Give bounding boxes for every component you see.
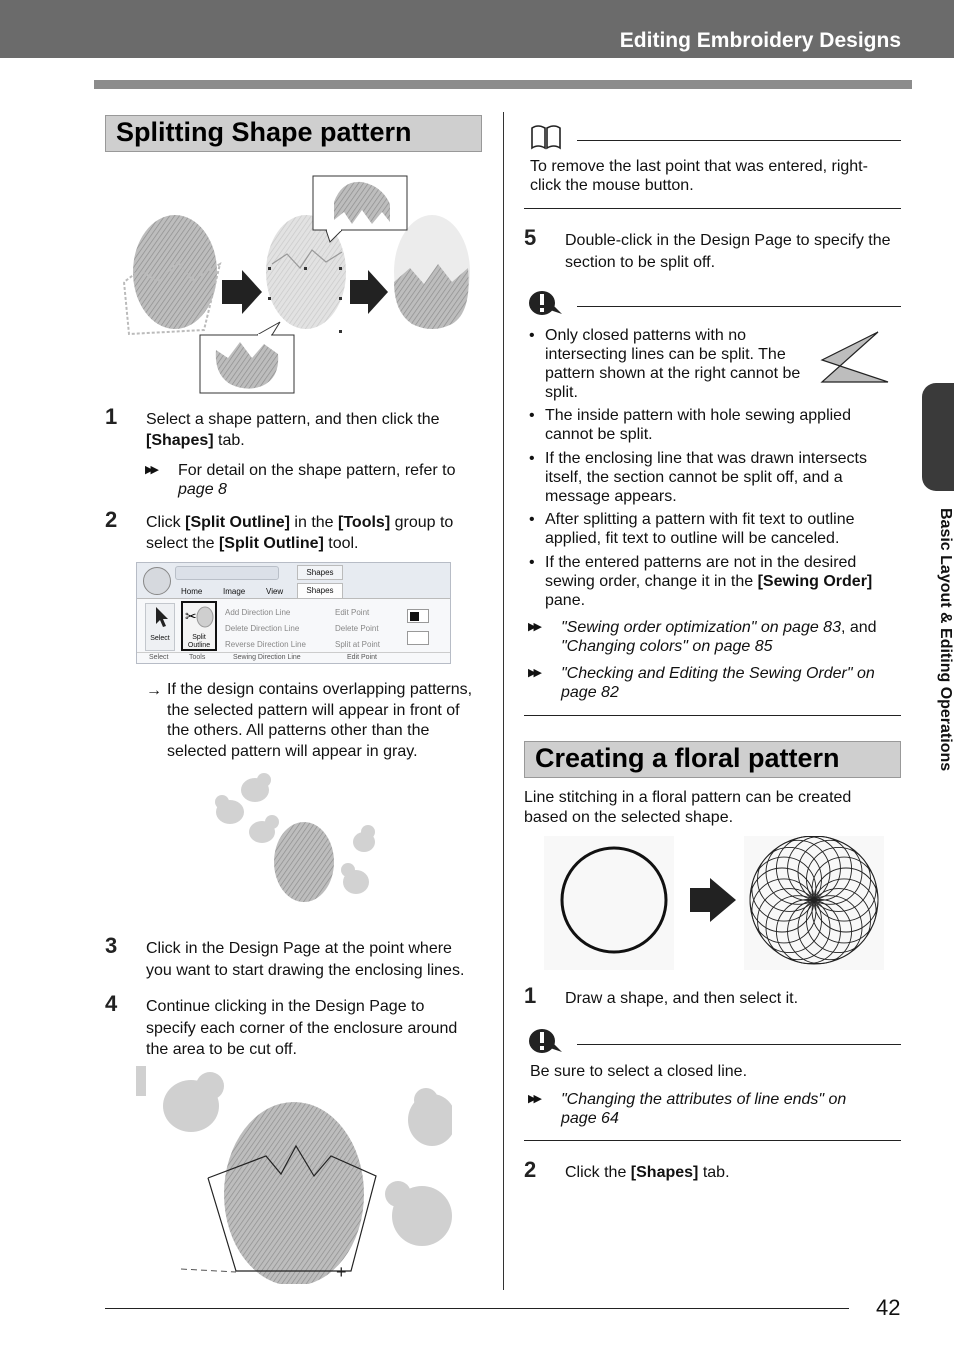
bullet-1 bbox=[545, 326, 815, 402]
note-2-text: Be sure to select a closed line. bbox=[530, 1063, 748, 1080]
ref-3-link-a[interactable]: "Checking and Editing the Sewing Order" on bbox=[561, 665, 875, 682]
step-4-line-3: the area to be cut off. bbox=[146, 1041, 297, 1058]
select-arrow-icon bbox=[146, 604, 174, 630]
ref-1-link[interactable]: page 8 bbox=[178, 481, 227, 498]
note-rule bbox=[577, 306, 901, 307]
ref-arrow-icon: ▶▶ bbox=[528, 1093, 539, 1105]
select-label: Select bbox=[150, 635, 170, 642]
memo-line-2: click the mouse button. bbox=[530, 177, 694, 194]
note-alert-icon bbox=[528, 1028, 564, 1054]
result-line-4: selected pattern will appear in gray. bbox=[167, 742, 418, 760]
step-4-line-2: specify each corner of the enclosure around bbox=[146, 1019, 458, 1037]
b3-l3: message appears. bbox=[545, 488, 677, 505]
memo-rule bbox=[577, 140, 901, 141]
bullet-2 bbox=[545, 406, 890, 444]
result-line-1: If the design contains overlapping patterns, bbox=[167, 681, 473, 698]
b1-l4: split. bbox=[545, 384, 578, 401]
step-4-line-1: Continue clicking in the Design Page to bbox=[146, 998, 425, 1015]
top-rule bbox=[94, 80, 912, 89]
s2-t1: Click bbox=[146, 514, 186, 531]
group-select: Select bbox=[149, 654, 169, 661]
section-heading-splitting: Splitting Shape pattern bbox=[105, 115, 482, 152]
fs2-b: [Shapes] bbox=[630, 1164, 699, 1181]
step-5-line-1: Double-click in the Design Page to specify the bbox=[565, 232, 891, 249]
split-label-1: Split bbox=[192, 634, 206, 641]
memo-end-rule bbox=[524, 208, 901, 209]
intro-line-2: based on the selected shape. bbox=[524, 809, 734, 826]
step-3-line-2: you want to start drawing the enclosing lines. bbox=[146, 962, 465, 979]
floral-intro bbox=[524, 788, 904, 828]
outline-style-button[interactable] bbox=[407, 631, 429, 645]
chapter-side-tab bbox=[922, 383, 954, 491]
step-1-tail: tab. bbox=[213, 432, 245, 449]
ref-2-and: , and bbox=[840, 619, 877, 636]
s2-t8: tool. bbox=[323, 535, 359, 552]
chapter-side-label: Basic Layout & Editing Operations bbox=[937, 508, 954, 772]
intersecting-shape-icon bbox=[818, 330, 894, 384]
context-tab-header: Shapes bbox=[297, 565, 343, 580]
result-line-2: the selected pattern will appear in front of bbox=[167, 701, 460, 719]
ref-checking-order bbox=[528, 664, 901, 702]
step-1-line: Select a shape pattern, and then click the bbox=[146, 411, 440, 428]
step-2-text bbox=[146, 512, 486, 554]
b1-l1: • Only closed patterns with no bbox=[545, 327, 746, 344]
step-1-text bbox=[146, 409, 486, 451]
step-4-text bbox=[146, 996, 491, 1061]
note-end-rule bbox=[524, 715, 901, 716]
ref-1-text: For detail on the shape pattern, refer to bbox=[178, 462, 456, 479]
group-tools: Tools bbox=[189, 654, 206, 661]
fs2-c: tab. bbox=[698, 1164, 730, 1181]
floral-step-1-number: 1 bbox=[524, 983, 537, 1008]
b2-l1: • The inside pattern with hole sewing applied bbox=[545, 407, 851, 424]
reverse-direction-line[interactable]: Reverse Direction Line bbox=[225, 640, 306, 649]
ref-arrow-icon: ▶▶ bbox=[145, 464, 156, 476]
tab-view[interactable]: View bbox=[266, 587, 284, 596]
group-edit-point: Edit Point bbox=[347, 654, 377, 661]
ref-2-link-c[interactable]: "Changing colors" on page 85 bbox=[561, 638, 773, 655]
arrow-right bbox=[690, 878, 736, 922]
memo-line-1: To remove the last point that was entered, right- bbox=[530, 158, 868, 175]
memo-text bbox=[530, 157, 900, 195]
intro-line-1: Line stitching in a floral pattern can be created bbox=[524, 789, 852, 806]
note-2-end-rule bbox=[524, 1140, 901, 1141]
result-arrow: → bbox=[146, 682, 162, 699]
bullet-3 bbox=[545, 449, 890, 506]
svg-text:✂: ✂ bbox=[185, 608, 197, 624]
direction-line-group bbox=[225, 605, 306, 653]
edit-point-group bbox=[335, 605, 380, 653]
section-heading-floral: Creating a floral pattern bbox=[524, 741, 901, 778]
step-1-shapes-tab: [Shapes] bbox=[146, 432, 214, 449]
step-5-number: 5 bbox=[524, 225, 537, 250]
b4-l1: • After splitting a pattern with fit text to outline bbox=[545, 511, 855, 528]
step-2-number: 2 bbox=[105, 507, 118, 532]
s2-t6: select the bbox=[146, 535, 219, 552]
scissors-icon bbox=[183, 603, 215, 629]
app-button[interactable] bbox=[143, 567, 171, 595]
select-tool-button[interactable] bbox=[145, 603, 175, 651]
ref-arrow-icon: ▶▶ bbox=[528, 667, 539, 679]
s2-t5: group to bbox=[390, 514, 454, 531]
ref-arrow-icon: ▶▶ bbox=[528, 621, 539, 633]
ref-4-link-a[interactable]: "Changing the attributes of line ends" on bbox=[561, 1091, 847, 1108]
fs2-a: Click the bbox=[565, 1164, 631, 1181]
tab-shapes[interactable]: Shapes bbox=[297, 583, 343, 598]
split-label-2: Outline bbox=[187, 642, 211, 649]
b3-l2: itself, the section cannot be split off, and a bbox=[545, 469, 843, 486]
chicks-egg-illustration bbox=[200, 770, 390, 910]
s2-t4: [Tools] bbox=[338, 514, 391, 531]
ribbon-screenshot bbox=[136, 562, 451, 664]
floral-step-2-number: 2 bbox=[524, 1157, 537, 1182]
tab-home[interactable]: Home bbox=[181, 587, 203, 596]
s2-t2: [Split Outline] bbox=[185, 514, 290, 531]
step-1-number: 1 bbox=[105, 404, 118, 429]
tab-image[interactable]: Image bbox=[223, 587, 246, 596]
quick-access-bar bbox=[175, 566, 279, 580]
ribbon-group-labels bbox=[137, 652, 451, 664]
b2-l2: cannot be split. bbox=[545, 426, 653, 443]
floral-step-1-text: Draw a shape, and then select it. bbox=[565, 990, 799, 1007]
result-text bbox=[167, 680, 487, 762]
ref-4-link-b[interactable]: page 64 bbox=[561, 1110, 619, 1127]
egg-large bbox=[224, 1102, 364, 1284]
step-4-number: 4 bbox=[105, 991, 118, 1016]
s2-t3: in the bbox=[289, 514, 339, 531]
edit-point-item[interactable]: Edit Point bbox=[335, 608, 370, 617]
step-3-text bbox=[146, 938, 491, 982]
column-divider bbox=[503, 112, 504, 1290]
ref-shape-pattern bbox=[145, 461, 478, 499]
step-5-text bbox=[565, 230, 905, 274]
b5-l2: sewing order, change it in the bbox=[545, 573, 758, 590]
b5-bold: [Sewing Order] bbox=[757, 573, 873, 590]
b1-l2: intersecting lines can be split. The bbox=[545, 346, 786, 363]
svg-text:+: + bbox=[336, 1262, 347, 1282]
ref-sewing-order bbox=[528, 618, 901, 656]
b5-l1: • If the entered patterns are not in the desired bbox=[545, 554, 857, 571]
bullet-4 bbox=[545, 510, 890, 548]
b3-l1: • If the enclosing line that was drawn intersects bbox=[545, 450, 867, 467]
step-3-number: 3 bbox=[105, 933, 118, 958]
ref-2-link-a[interactable]: "Sewing order optimization" on page 83 bbox=[561, 619, 841, 636]
egg-front bbox=[274, 822, 334, 902]
result-line-3: the others. All patterns other than the bbox=[167, 722, 430, 739]
color-swatch-button[interactable] bbox=[407, 609, 429, 623]
ref-line-ends bbox=[528, 1090, 901, 1128]
page-header-title: Editing Embroidery Designs bbox=[619, 29, 901, 52]
b1-l3: pattern shown at the right cannot be bbox=[545, 365, 801, 382]
memo-book-icon bbox=[530, 124, 562, 152]
floral-step-2-text bbox=[565, 1162, 730, 1183]
bullet-5 bbox=[545, 553, 890, 610]
delete-direction-line[interactable]: Delete Direction Line bbox=[225, 624, 300, 633]
delete-point-item[interactable]: Delete Point bbox=[335, 624, 379, 633]
page-number: 42 bbox=[876, 1295, 901, 1320]
split-outline-button[interactable] bbox=[181, 601, 217, 651]
floral-illustration bbox=[544, 836, 884, 970]
enclosure-illustration bbox=[136, 1066, 452, 1284]
s2-t7: [Split Outline] bbox=[218, 535, 324, 552]
footer-rule bbox=[105, 1308, 849, 1309]
egg-split-illustration bbox=[112, 172, 482, 400]
ref-3-link-b[interactable]: page 82 bbox=[561, 684, 619, 701]
add-direction-line[interactable]: Add Direction Line bbox=[225, 608, 291, 617]
note-2-rule bbox=[577, 1044, 901, 1045]
step-5-line-2: section to be split off. bbox=[565, 254, 716, 271]
arrow-2 bbox=[350, 270, 388, 314]
b4-l2: applied, fit text to outline will be canceled. bbox=[545, 530, 840, 547]
split-at-point-item[interactable]: Split at Point bbox=[335, 640, 380, 649]
step-3-line-1: Click in the Design Page at the point where bbox=[146, 940, 452, 957]
note-alert-icon bbox=[528, 290, 564, 316]
arrow-1 bbox=[222, 270, 262, 314]
b5-tail: pane. bbox=[545, 592, 586, 609]
group-sewing-direction: Sewing Direction Line bbox=[233, 654, 301, 661]
